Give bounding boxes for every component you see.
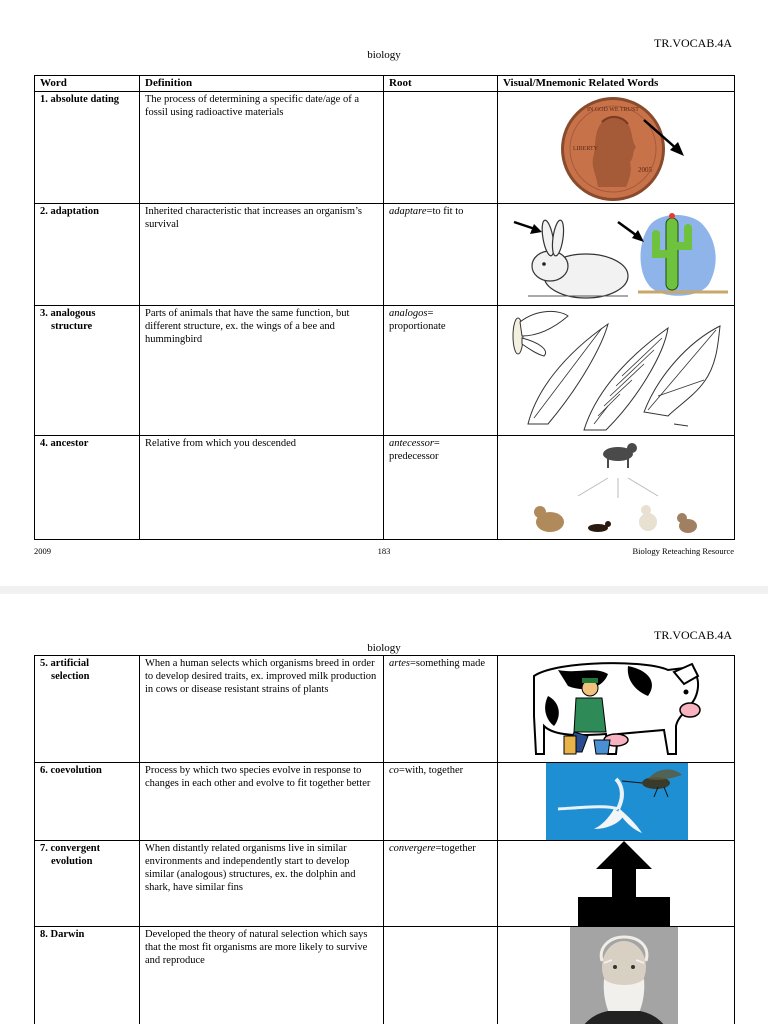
vocab-definition: Inherited characteristic that increases an organism’s survival <box>140 204 384 306</box>
converging-arrow-image <box>498 841 734 926</box>
vocab-visual <box>498 306 735 436</box>
vocab-word: 5. artificial selection <box>35 656 140 763</box>
document-code: TR.VOCAB.4A <box>653 36 732 50</box>
table-row <box>35 656 735 763</box>
header-definition: Definition <box>140 76 384 92</box>
vocab-visual <box>498 841 735 927</box>
vocab-visual <box>498 204 735 306</box>
table-header-row <box>35 76 735 92</box>
vocab-visual <box>498 92 735 204</box>
penny-with-arrow-image <box>498 92 734 203</box>
vocab-definition: The process of determining a specific date/age of a fossil using radioactive materials <box>140 92 384 204</box>
footer-year: 2009 <box>34 546 51 556</box>
vocab-word: 4. ancestor <box>35 436 140 540</box>
vocab-root: antecessor= predecessor <box>384 436 498 540</box>
wings-comparison-image <box>498 306 734 435</box>
darwin-portrait-image <box>498 927 734 1024</box>
vocab-word: 6. coevolution <box>35 763 140 841</box>
vocab-definition: Process by which two species evolve in response to changes in each other and evolve to fit together better <box>140 763 384 841</box>
table-row <box>35 204 735 306</box>
table-row <box>35 92 735 204</box>
vocab-word: 3. analogous structure <box>35 306 140 436</box>
vocab-table-2 <box>34 655 735 1024</box>
moth-and-orchid-photo-image <box>498 763 734 840</box>
footer-page-number: 183 <box>377 546 391 556</box>
vocab-root: co=with, together <box>384 763 498 841</box>
subject-title: biology <box>367 642 401 654</box>
wolf-to-dog-breeds-image <box>498 436 734 539</box>
vocab-definition: When a human selects which organisms breed in order to develop desired traits, ex. improved milk production in cows or disease resistant strains of plants <box>140 656 384 763</box>
table-row <box>35 927 735 1024</box>
vocab-visual <box>498 763 735 841</box>
vocab-word: 2. adaptation <box>35 204 140 306</box>
vocab-word: 8. Darwin <box>35 927 140 1024</box>
table-row <box>35 763 735 841</box>
footer-resource: Biology Reteaching Resource <box>632 546 734 556</box>
penny-motto: IN GOD WE TRUST <box>587 107 639 113</box>
header-root: Root <box>384 76 498 92</box>
table-row <box>35 841 735 927</box>
vocab-visual <box>498 927 735 1024</box>
vocab-root: artes=something made <box>384 656 498 763</box>
document-page-2 <box>0 590 768 1024</box>
vocab-root: adaptare=to fit to <box>384 204 498 306</box>
vocab-definition: Parts of animals that have the same function, but different structure, ex. the wings of a bee and hummingbird <box>140 306 384 436</box>
vocab-word: 7. convergent evolution <box>35 841 140 927</box>
header-word: Word <box>35 76 140 92</box>
table-row <box>35 306 735 436</box>
vocab-table-1 <box>34 75 735 540</box>
vocab-visual <box>498 656 735 763</box>
document-code: TR.VOCAB.4A <box>653 628 732 642</box>
vocab-root: analogos= proportionate <box>384 306 498 436</box>
penny-liberty: LIBERTY <box>573 146 598 152</box>
vocab-root <box>384 92 498 204</box>
penny-year: 2005 <box>638 166 652 174</box>
vocab-definition: Developed the theory of natural selection which says that the most fit organisms are more likely to survive and reproduce <box>140 927 384 1024</box>
vocab-definition: When distantly related organisms live in similar environments and independently start to develop similar (analogous) structures, ex. the dolphin and shark, have similar fins <box>140 841 384 927</box>
table-row <box>35 436 735 540</box>
vocab-root <box>384 927 498 1024</box>
vocab-visual <box>498 436 735 540</box>
farmer-milking-cow-image <box>498 656 734 762</box>
vocab-root: convergere=together <box>384 841 498 927</box>
subject-title: biology <box>367 49 401 61</box>
vocab-definition: Relative from which you descended <box>140 436 384 540</box>
rabbit-and-cactus-image <box>498 204 734 305</box>
vocab-word: 1. absolute dating <box>35 92 140 204</box>
header-visual: Visual/Mnemonic Related Words <box>498 76 735 92</box>
